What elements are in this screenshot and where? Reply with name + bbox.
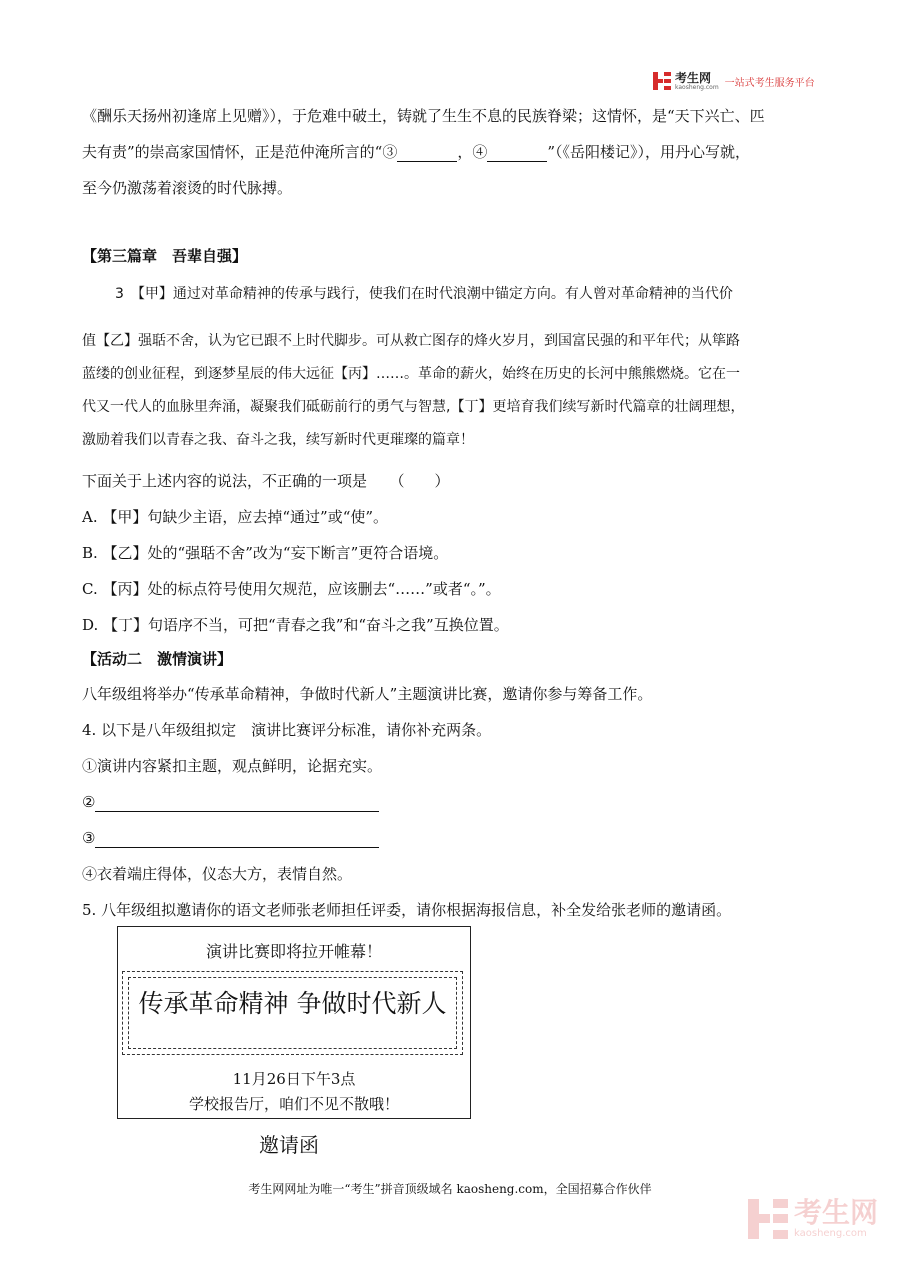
invitation-title: 邀请函: [259, 1133, 319, 1157]
intro-line-2: [82, 142, 750, 162]
brand-text: [675, 72, 719, 91]
criterion-3: [82, 828, 379, 848]
intro-line-2-b: ，④: [457, 143, 488, 161]
brand-name: 考生网: [675, 70, 712, 85]
chapter3-heading: 【第三篇章 吾辈自强】: [82, 247, 248, 265]
answer-blank-4[interactable]: [487, 145, 547, 162]
activity2-intro: 八年级组将举办“传承革命精神，争做时代新人”主题演讲比赛，邀请你参与筹备工作。: [82, 685, 653, 703]
watermark-domain: kaosheng.com: [794, 1228, 867, 1239]
q3-para-line-1: 3 【甲】通过对革命精神的传承与践行，使我们在时代浪潮中锚定方向。有人曾对革命精神的当代价: [115, 286, 733, 302]
watermark-name: 考生网: [794, 1196, 879, 1229]
q4-stem: 4. 以下是八年级组拟定 演讲比赛评分标准，请你补充两条。: [82, 721, 492, 739]
q3-para-line-4: 代又一代人的血脉里奔涌，凝聚我们砥砺前行的勇气与智慧,【丁】更培育我们续写新时代篇章的壮阔理想，: [82, 399, 745, 415]
speech-contest-poster: [117, 926, 471, 1119]
intro-line-3: 至今仍激荡着滚烫的时代脉搏。: [82, 179, 293, 197]
q3-stem: 下面关于上述内容的说法，不正确的一项是 （ ）: [82, 472, 450, 490]
brand-header: [653, 70, 815, 92]
page-footer: 考生网网址为唯一“考生”拼音顶级域名 kaosheng.com，全国招募合作伙伴: [248, 1182, 652, 1196]
poster-venue: 学校报告厅，咱们不见不散哦！: [188, 1095, 399, 1113]
poster-slogan: 传承革命精神 争做时代新人: [138, 989, 447, 1018]
criterion-3-blank[interactable]: [95, 831, 379, 848]
q3-para-line-5: 激励着我们以青春之我、奋斗之我，续写新时代更璀璨的篇章！: [82, 432, 474, 448]
intro-line-2-a: 夫有责”的崇高家国情怀，正是范仲淹所言的“③: [82, 143, 398, 161]
criterion-1: ①演讲内容紧扣主题，观点鲜明，论据充实。: [82, 757, 383, 775]
q5-stem: 5. 八年级组拟邀请你的语文老师张老师担任评委，请你根据海报信息，补全发给张老师的邀请函。: [82, 901, 732, 919]
criterion-2-blank[interactable]: [95, 795, 379, 812]
criterion-2: [82, 792, 379, 812]
brand-domain: kaosheng.com: [675, 83, 719, 91]
watermark: [748, 1198, 878, 1239]
poster-slogan-frame: [122, 971, 463, 1055]
watermark-text: [794, 1198, 878, 1239]
criterion-3-marker: ③: [82, 829, 96, 847]
q3-option-d[interactable]: D. 【丁】句语序不当，可把“青春之我”和“奋斗之我”互换位置。: [82, 616, 509, 634]
poster-time: 11月26日下午3点: [232, 1070, 356, 1088]
q3-option-a[interactable]: A. 【甲】句缺少主语，应去掉“通过”或“使”。: [82, 508, 389, 526]
q3-option-c[interactable]: C. 【丙】处的标点符号使用欠规范，应该删去“……”或者“。”。: [82, 580, 501, 598]
q3-para-line-2: 值【乙】强聒不舍，认为它已跟不上时代脚步。可从救亡图存的烽火岁月，到国富民强的和平年代；从筚路: [82, 333, 740, 349]
intro-line-1: 《酬乐天扬州初逢席上见赠》），于危难中破土，铸就了生生不息的民族脊梁；这情怀，是“天下兴亡、匹: [82, 107, 765, 125]
poster-headline: 演讲比赛即将拉开帷幕！: [205, 942, 382, 961]
kaosheng-logo-icon: [653, 72, 671, 90]
criterion-2-marker: ②: [82, 793, 96, 811]
intro-line-2-c: ”（《岳阳楼记》），用丹心写就，: [547, 143, 751, 161]
answer-blank-3[interactable]: [397, 145, 457, 162]
activity2-heading: 【活动二 激情演讲】: [82, 650, 233, 668]
q3-option-b[interactable]: B. 【乙】处的“强聒不舍”改为“妄下断言”更符合语境。: [82, 544, 449, 562]
watermark-logo-icon: [748, 1199, 788, 1239]
brand-slogan: 一站式考生服务平台: [724, 77, 815, 89]
criterion-4: ④衣着端庄得体，仪态大方，表情自然。: [82, 865, 353, 883]
q3-para-line-3: 蓝缕的创业征程，到逐梦星辰的伟大远征【丙】……。革命的薪火，始终在历史的长河中熊熊燃烧。它在一: [82, 366, 740, 382]
